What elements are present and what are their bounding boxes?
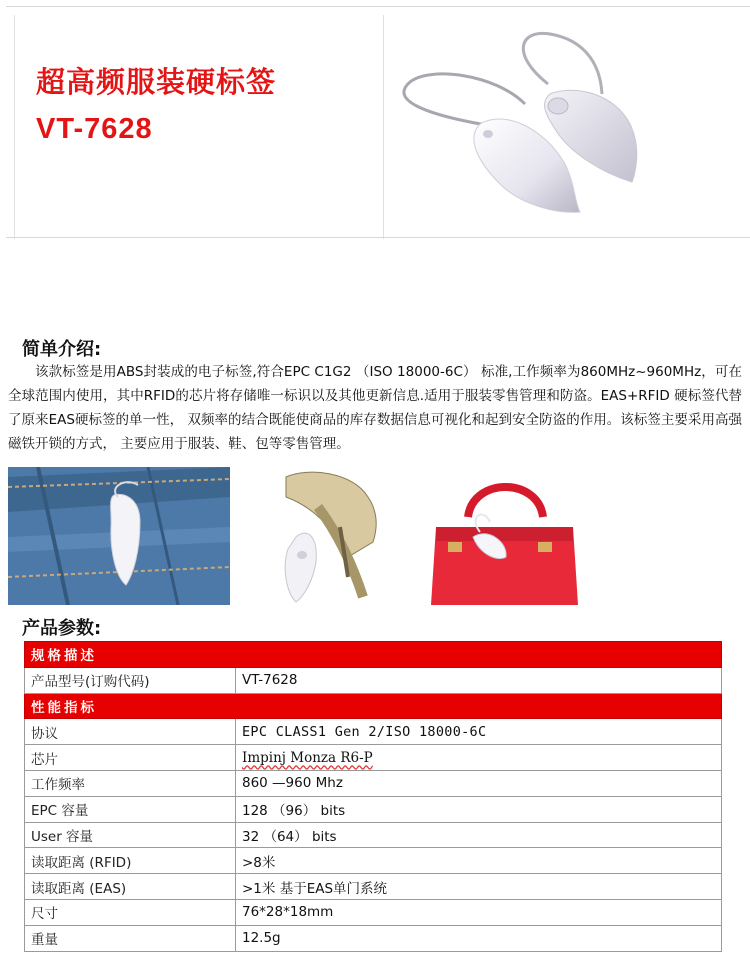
row-label: 重量	[25, 925, 236, 951]
row-value: >1米 基于EAS单门系统	[236, 874, 722, 900]
intro-heading: 简单介绍:	[22, 339, 102, 360]
spec-table	[24, 641, 722, 952]
row-value: 32 （64） bits	[236, 822, 722, 848]
table-row	[25, 925, 722, 951]
table-row	[25, 899, 722, 925]
row-value: Impinj Monza R6-P	[242, 749, 373, 766]
table-row	[25, 874, 722, 900]
row-value: 76*28*18mm	[236, 899, 722, 925]
section-title-performance: 性能指标	[25, 693, 722, 719]
row-value: EPC CLASS1 Gen 2/ISO 18000-6C	[236, 719, 722, 745]
table-row	[25, 745, 722, 771]
row-label: 读取距离 (EAS)	[25, 874, 236, 900]
row-value: 128 （96） bits	[236, 796, 722, 822]
table-row	[25, 848, 722, 874]
table-row	[25, 719, 722, 745]
product-tag-image	[380, 14, 744, 232]
table-row	[25, 796, 722, 822]
row-label: EPC 容量	[25, 796, 236, 822]
product-title: 超高频服装硬标签	[36, 65, 277, 99]
table-section-row	[25, 693, 722, 719]
table-row	[25, 822, 722, 848]
row-value: 860 —960 Mhz	[236, 770, 722, 796]
row-label: User 容量	[25, 822, 236, 848]
row-label: 读取距离 (RFID)	[25, 848, 236, 874]
table-section-row	[25, 642, 722, 668]
shoe-photo	[278, 467, 393, 605]
model-value: VT-7628	[236, 667, 722, 693]
row-label: 尺寸	[25, 899, 236, 925]
params-heading: 产品参数:	[22, 618, 102, 639]
row-value: 12.5g	[236, 925, 722, 951]
table-row	[25, 770, 722, 796]
row-value: >8米	[236, 848, 722, 874]
intro-paragraph: 该款标签是用ABS封装成的电子标签,符合EPC C1G2 （ISO 18000-6C） 标准,工作频率为860MHz~960MHz，可在全球范围内使用，其中RFID的芯片将存储唯一标识以及其他更新信息.适用于服装零售管理和防盗。EAS+RFID 硬标签代替了原来EAS硬标签的单一性， 双频率的结合既能使商品的库存数据信息可视化和起到安全防盗的作用。该标签主要采用高强磁铁开锁的方式， 主要应用于服装、鞋、包等零售管理。	[8, 364, 742, 452]
section-title-spec: 规格描述	[25, 642, 722, 668]
jeans-photo	[8, 467, 230, 605]
row-label: 芯片	[25, 745, 236, 771]
handbag-photo	[428, 467, 581, 605]
row-label: 工作频率	[25, 770, 236, 796]
table-row	[25, 667, 722, 693]
model-label: 产品型号(订购代码)	[25, 667, 236, 693]
product-model-title: VT-7628	[36, 113, 153, 145]
row-label: 协议	[25, 719, 236, 745]
